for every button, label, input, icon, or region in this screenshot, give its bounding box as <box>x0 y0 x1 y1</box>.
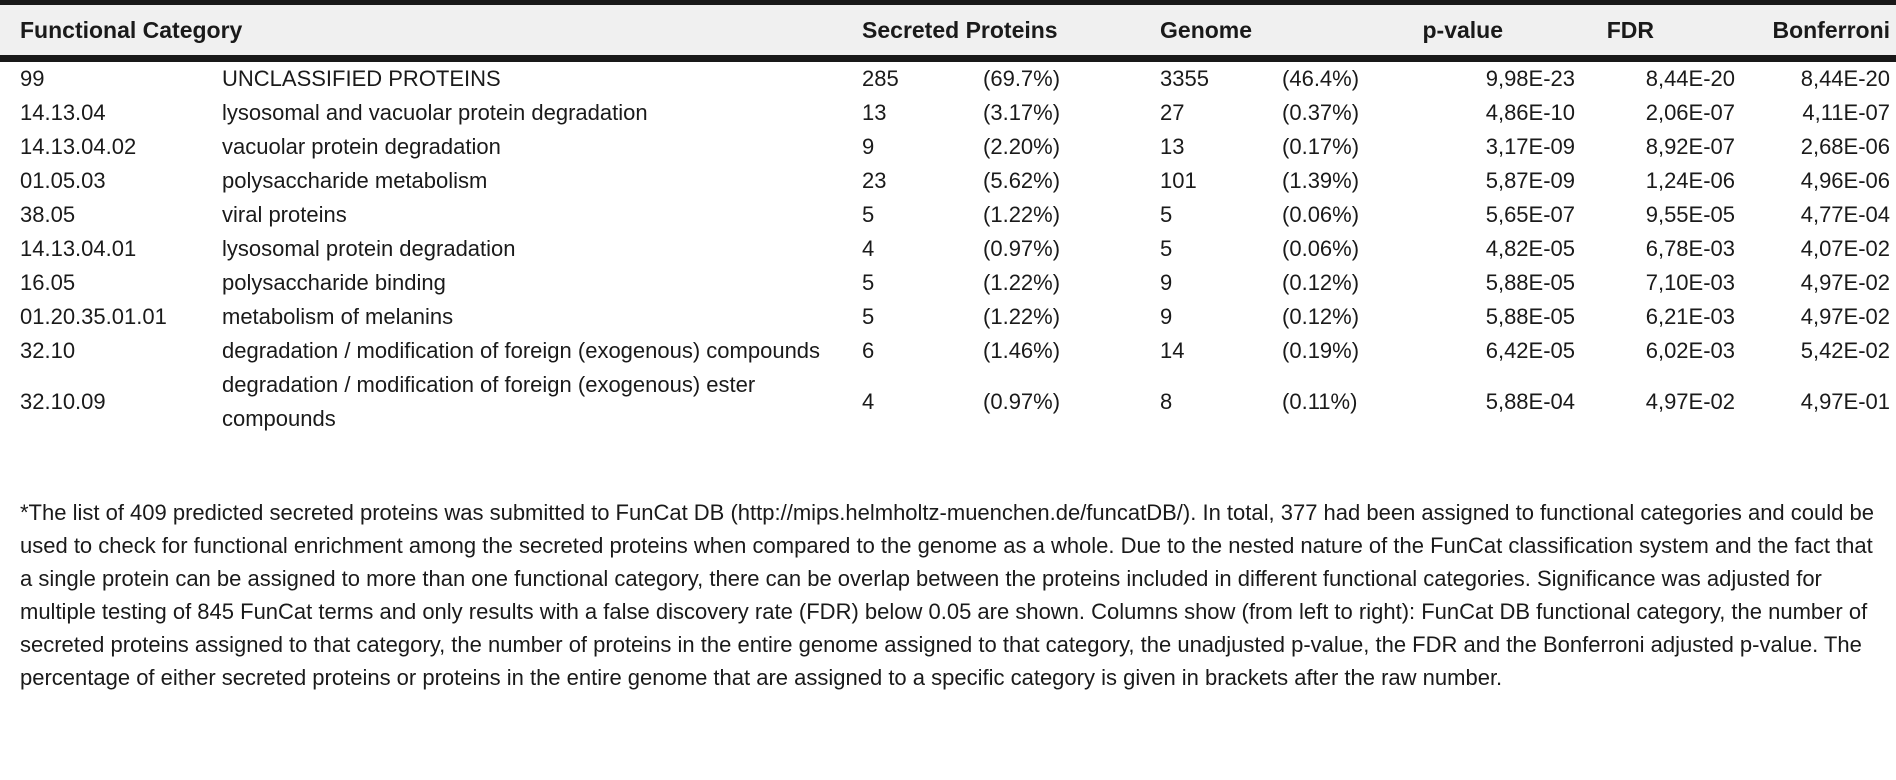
genome-count: 101 <box>1160 168 1197 193</box>
bonferroni-value: 2,68E-06 <box>1800 134 1891 159</box>
secreted-count: 5 <box>862 202 875 227</box>
secreted-percent: (69.7%) <box>983 66 1061 91</box>
category-description: lysosomal and vacuolar protein degradation <box>222 100 648 125</box>
fdr-value: 6,21E-03 <box>1645 304 1736 329</box>
secreted-percent: (0.97%) <box>983 389 1061 414</box>
category-description: degradation / modification of foreign (exogenous) compounds <box>222 338 821 363</box>
secreted-count: 9 <box>862 134 875 159</box>
secreted-count: 285 <box>862 66 899 91</box>
table-row <box>0 96 1896 130</box>
fdr-value: 4,97E-02 <box>1645 389 1736 414</box>
bonferroni-value: 4,97E-02 <box>1800 270 1891 295</box>
table-header-row <box>0 5 1896 59</box>
secreted-count: 13 <box>862 100 887 125</box>
col-header-secreted-proteins: Secreted Proteins <box>862 5 1160 59</box>
category-code: 99 <box>20 66 45 91</box>
genome-percent: (1.39%) <box>1282 168 1360 193</box>
fdr-value: 1,24E-06 <box>1645 168 1736 193</box>
secreted-percent: (1.22%) <box>983 270 1061 295</box>
table-row <box>0 266 1896 300</box>
bonferroni-value: 5,42E-02 <box>1800 338 1891 363</box>
bonferroni-value: 4,96E-06 <box>1800 168 1891 193</box>
genome-percent: (0.06%) <box>1282 202 1360 227</box>
fdr-value: 7,10E-03 <box>1645 270 1736 295</box>
p-value: 5,88E-04 <box>1485 389 1576 414</box>
category-description: metabolism of melanins <box>222 304 454 329</box>
bonferroni-value: 4,77E-04 <box>1800 202 1891 227</box>
category-code: 38.05 <box>20 202 76 227</box>
functional-enrichment-table <box>0 5 1896 436</box>
secreted-percent: (1.22%) <box>983 304 1061 329</box>
col-header-functional-category: Functional Category <box>0 5 862 59</box>
fdr-value: 8,92E-07 <box>1645 134 1736 159</box>
category-code: 01.20.35.01.01 <box>20 304 167 329</box>
category-description: vacuolar protein degradation <box>222 134 501 159</box>
bonferroni-value: 4,11E-07 <box>1802 100 1891 125</box>
genome-percent: (0.17%) <box>1282 134 1360 159</box>
secreted-count: 23 <box>862 168 887 193</box>
secreted-percent: (0.97%) <box>983 236 1061 261</box>
p-value: 5,87E-09 <box>1485 168 1576 193</box>
category-code: 14.13.04.01 <box>20 236 137 261</box>
table-row <box>0 368 1896 436</box>
category-description: viral proteins <box>222 202 347 227</box>
genome-percent: (0.06%) <box>1282 236 1360 261</box>
genome-count: 27 <box>1160 100 1185 125</box>
category-code: 32.10.09 <box>20 389 106 414</box>
table-row <box>0 232 1896 266</box>
p-value: 5,88E-05 <box>1485 270 1576 295</box>
genome-count: 8 <box>1160 389 1173 414</box>
fdr-value: 6,02E-03 <box>1645 338 1736 363</box>
table-row <box>0 130 1896 164</box>
fdr-value: 8,44E-20 <box>1645 66 1736 91</box>
secreted-percent: (5.62%) <box>983 168 1061 193</box>
secreted-percent: (1.46%) <box>983 338 1061 363</box>
category-description: degradation / modification of foreign (exogenous) ester compounds <box>222 372 756 431</box>
p-value: 9,98E-23 <box>1485 66 1576 91</box>
category-code: 14.13.04 <box>20 100 106 125</box>
col-header-bonferroni: Bonferroni <box>1739 5 1896 59</box>
col-header-fdr: FDR <box>1579 5 1739 59</box>
genome-count: 5 <box>1160 236 1173 261</box>
genome-percent: (0.37%) <box>1282 100 1360 125</box>
table-row <box>0 164 1896 198</box>
table-row <box>0 334 1896 368</box>
category-code: 14.13.04.02 <box>20 134 137 159</box>
genome-count: 9 <box>1160 304 1173 329</box>
genome-percent: (0.11%) <box>1282 389 1358 414</box>
table-row <box>0 59 1896 97</box>
genome-count: 5 <box>1160 202 1173 227</box>
secreted-count: 4 <box>862 389 875 414</box>
fdr-value: 2,06E-07 <box>1645 100 1736 125</box>
genome-percent: (0.19%) <box>1282 338 1360 363</box>
p-value: 3,17E-09 <box>1485 134 1576 159</box>
secreted-count: 4 <box>862 236 875 261</box>
fdr-value: 6,78E-03 <box>1645 236 1736 261</box>
genome-count: 3355 <box>1160 66 1209 91</box>
secreted-percent: (3.17%) <box>983 100 1061 125</box>
genome-count: 9 <box>1160 270 1173 295</box>
genome-percent: (46.4%) <box>1282 66 1360 91</box>
secreted-percent: (1.22%) <box>983 202 1061 227</box>
secreted-count: 6 <box>862 338 875 363</box>
p-value: 5,65E-07 <box>1485 202 1576 227</box>
p-value: 4,86E-10 <box>1485 100 1576 125</box>
table-row <box>0 300 1896 334</box>
p-value: 6,42E-05 <box>1485 338 1576 363</box>
secreted-count: 5 <box>862 270 875 295</box>
genome-percent: (0.12%) <box>1282 270 1360 295</box>
bonferroni-value: 4,97E-02 <box>1800 304 1891 329</box>
category-code: 16.05 <box>20 270 76 295</box>
genome-count: 13 <box>1160 134 1185 159</box>
category-code: 32.10 <box>20 338 76 363</box>
category-description: polysaccharide metabolism <box>222 168 488 193</box>
bonferroni-value: 8,44E-20 <box>1800 66 1891 91</box>
col-header-p-value: p-value <box>1415 5 1579 59</box>
p-value: 5,88E-05 <box>1485 304 1576 329</box>
secreted-count: 5 <box>862 304 875 329</box>
category-description: UNCLASSIFIED PROTEINS <box>222 66 501 91</box>
table-footnote: *The list of 409 predicted secreted proteins was submitted to FunCat DB (http://mips.helmholtz-muenchen.de/funcatDB/). In total, 377 had been assigned to functional categories and could be used to check for functional enrichment among the secreted proteins when compared to the genome as a whole. Due to the nested nature of the FunCat classification system and the fact that a single protein can be assigned to more than one functional category, there can be overlap between the proteins included in different functional categories. Significance was adjusted for multiple testing of 845 FunCat terms and only results with a false discovery rate (FDR) below 0.05 are shown. Columns show (from left to right): FunCat DB functional category, the number of secreted proteins assigned to that category, the number of proteins in the entire genome assigned to that category, the unadjusted p-value, the FDR and the Bonferroni adjusted p-value. The percentage of either secreted proteins or proteins in the entire genome that are assigned to a specific category is given in brackets after the raw number. <box>20 500 1874 690</box>
p-value: 4,82E-05 <box>1485 236 1576 261</box>
col-header-genome: Genome <box>1160 5 1415 59</box>
category-description: polysaccharide binding <box>222 270 446 295</box>
category-description: lysosomal protein degradation <box>222 236 516 261</box>
secreted-percent: (2.20%) <box>983 134 1061 159</box>
bonferroni-value: 4,07E-02 <box>1800 236 1891 261</box>
table-row <box>0 198 1896 232</box>
fdr-value: 9,55E-05 <box>1645 202 1736 227</box>
bonferroni-value: 4,97E-01 <box>1800 389 1891 414</box>
genome-count: 14 <box>1160 338 1185 363</box>
genome-percent: (0.12%) <box>1282 304 1360 329</box>
category-code: 01.05.03 <box>20 168 106 193</box>
